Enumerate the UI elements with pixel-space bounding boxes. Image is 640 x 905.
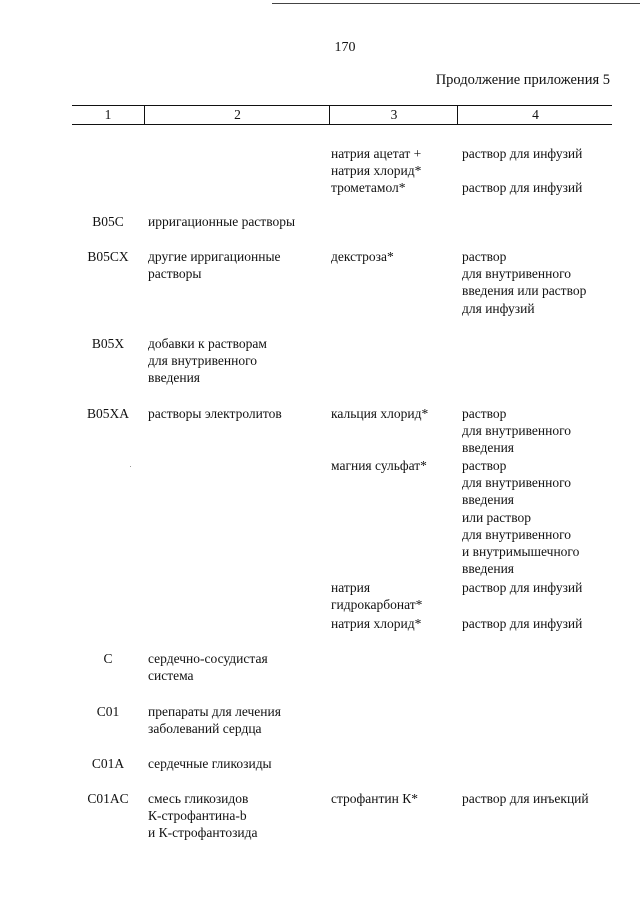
atc-code: C (103, 651, 113, 666)
dosage-form (462, 790, 589, 807)
dosage-form-line: или раствор (462, 509, 531, 525)
group-name (148, 703, 281, 737)
group-name (148, 755, 272, 772)
group-name-line: другие ирригационные (148, 249, 281, 264)
dosage-form-line: введения или раствор (462, 283, 587, 299)
group-name-line: заболеваний сердца (148, 721, 262, 737)
atc-code: C01AC (87, 791, 129, 806)
drug-name-line: строфантин К* (331, 791, 418, 806)
dosage-form-line: раствор (462, 406, 507, 421)
group-name-line: растворы (148, 266, 202, 282)
group-name-line: сердечные гликозиды (148, 756, 272, 771)
drug-name (331, 405, 428, 422)
dosage-form-line: раствор для инфузий (462, 180, 583, 195)
dosage-form-line: для внутривенного (462, 526, 572, 542)
appendix-note: Продолжение приложения 5 (435, 72, 610, 88)
dosage-form-line: для внутривенного (462, 475, 572, 491)
group-name-line: препараты для лечения (148, 704, 281, 719)
group-name (148, 790, 258, 842)
group-name-line: система (148, 668, 194, 684)
group-name (148, 248, 281, 282)
group-name-line: растворы электролитов (148, 406, 282, 421)
drug-name (331, 615, 421, 632)
atc-code: C01A (91, 756, 125, 771)
group-name-line: К-строфантина-b (148, 808, 247, 824)
dosage-form (462, 145, 582, 162)
drug-name (331, 579, 422, 613)
drug-name-line: магния сульфат* (331, 458, 427, 473)
atc-code: B05XA (86, 406, 129, 421)
dosage-form-line: для инфузий (462, 300, 535, 316)
column-header-1: 1 (104, 107, 112, 122)
atc-code: C01 (96, 704, 120, 719)
dosage-form (462, 179, 582, 196)
group-name-line: ирригационные растворы (148, 214, 296, 229)
dosage-form (462, 457, 579, 577)
dosage-form-line: раствор для инъекций (462, 791, 589, 806)
drug-name (331, 457, 427, 474)
group-name (148, 335, 267, 387)
drug-name (331, 790, 418, 807)
column-header-3: 3 (329, 106, 458, 124)
dosage-form-line: для внутривенного (462, 266, 572, 282)
page-number: 170 (334, 40, 356, 55)
drug-name (331, 248, 394, 265)
group-name-line: смесь гликозидов (148, 791, 249, 806)
group-name-line: сердечно-сосудистая (148, 651, 268, 666)
group-name-line: для внутривенного (148, 353, 258, 369)
dosage-form-line: и внутримышечного (462, 544, 580, 560)
dosage-form-line: для внутривенного (462, 423, 572, 439)
drug-name-line: кальция хлорид* (331, 406, 429, 421)
dosage-form-line: раствор (462, 458, 507, 473)
group-name-line: добавки к растворам (148, 336, 267, 351)
drug-name (331, 179, 406, 196)
drug-name-line: натрия хлорид* (331, 616, 422, 631)
dosage-form-line: раствор для инфузий (462, 146, 583, 161)
dosage-form (462, 579, 582, 596)
dosage-form (462, 248, 586, 317)
dosage-form (462, 615, 582, 632)
column-header-4: 4 (457, 106, 613, 124)
dosage-form-line: раствор для инфузий (462, 616, 583, 631)
dosage-form-line: раствор (462, 249, 507, 264)
group-name (148, 650, 268, 684)
drug-name-line: натрия ацетат + (331, 146, 422, 161)
group-name-line: введения (148, 370, 201, 386)
column-header-2: 2 (144, 106, 330, 124)
atc-code: B05C (92, 214, 124, 229)
group-name (148, 213, 295, 230)
group-name (148, 405, 282, 422)
dosage-form-line: введения (462, 492, 515, 508)
drug-name-line: натрия хлорид* (331, 163, 422, 179)
drug-name (331, 145, 421, 179)
dosage-form-line: раствор для инфузий (462, 580, 583, 595)
group-name-line: и К-строфантозида (148, 825, 258, 841)
dosage-form (462, 405, 571, 457)
drug-name-line: гидрокарбонат* (331, 597, 423, 613)
dosage-form-line: введения (462, 440, 515, 456)
atc-code: B05CX (87, 249, 129, 264)
drug-name-line: декстроза* (331, 249, 394, 264)
drug-name-line: натрия (331, 580, 371, 595)
drug-name-line: трометамол* (331, 180, 406, 195)
atc-code: B05X (91, 336, 125, 351)
dosage-form-line: введения (462, 561, 515, 577)
